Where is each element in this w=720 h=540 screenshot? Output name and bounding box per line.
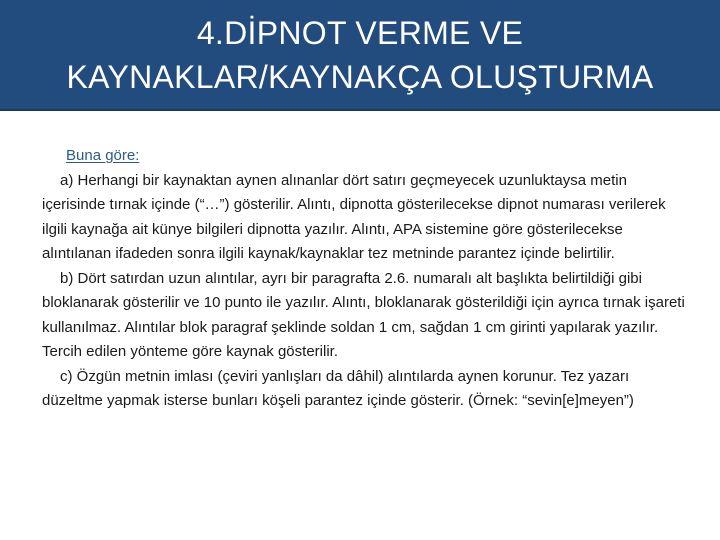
- slide-title-line-2: KAYNAKLAR/KAYNAKÇA OLUŞTURMA: [66, 58, 654, 95]
- paragraph-c: c) Özgün metnin imlası (çeviri yanlışları da dâhil) alıntılarda aynen korunur. Tez yazarı düzeltme yapmak isterse bunları köşeli parantez içinde gösterir. (Örnek: “sevin[e]meyen”): [42, 367, 634, 409]
- title-bar: [0, 0, 720, 111]
- paragraph-b: b) Dört satırdan uzun alıntılar, ayrı bir paragrafta 2.6. numaralı alt başlıkta belirtildiği gibi bloklanarak gösterilir ve 10 punto ile yazılır. Alıntı, bloklanarak gösterildiği için ayrıca tırnak işareti kullanılmaz. Alıntılar blok paragraf şeklinde soldan 1 cm, sağdan 1 cm girinti yapılarak yazılır. Tercih edilen yönteme göre kaynak gösterilir.: [42, 269, 685, 360]
- paragraph-a: a) Herhangi bir kaynaktan aynen alınanlar dört satırı geçmeyecek uzunluktaysa metin içerisinde tırnak içinde (“…”) gösterilir. Alıntı, dipnotta gösterilecekse dipnot numarası verilerek ilgili kaynağa ait künye bilgileri dipnotta yazılır. Alıntı, APA sistemine göre gösterilecekse alıntılanan ifadeden sonra ilgili kaynak/kaynaklar tez metninde parantez içinde belirtilir.: [42, 171, 666, 262]
- intro-label: Buna göre:: [66, 147, 140, 164]
- slide-title-line-1: 4.DİPNOT VERME VE: [196, 14, 524, 51]
- content-body: [42, 144, 692, 414]
